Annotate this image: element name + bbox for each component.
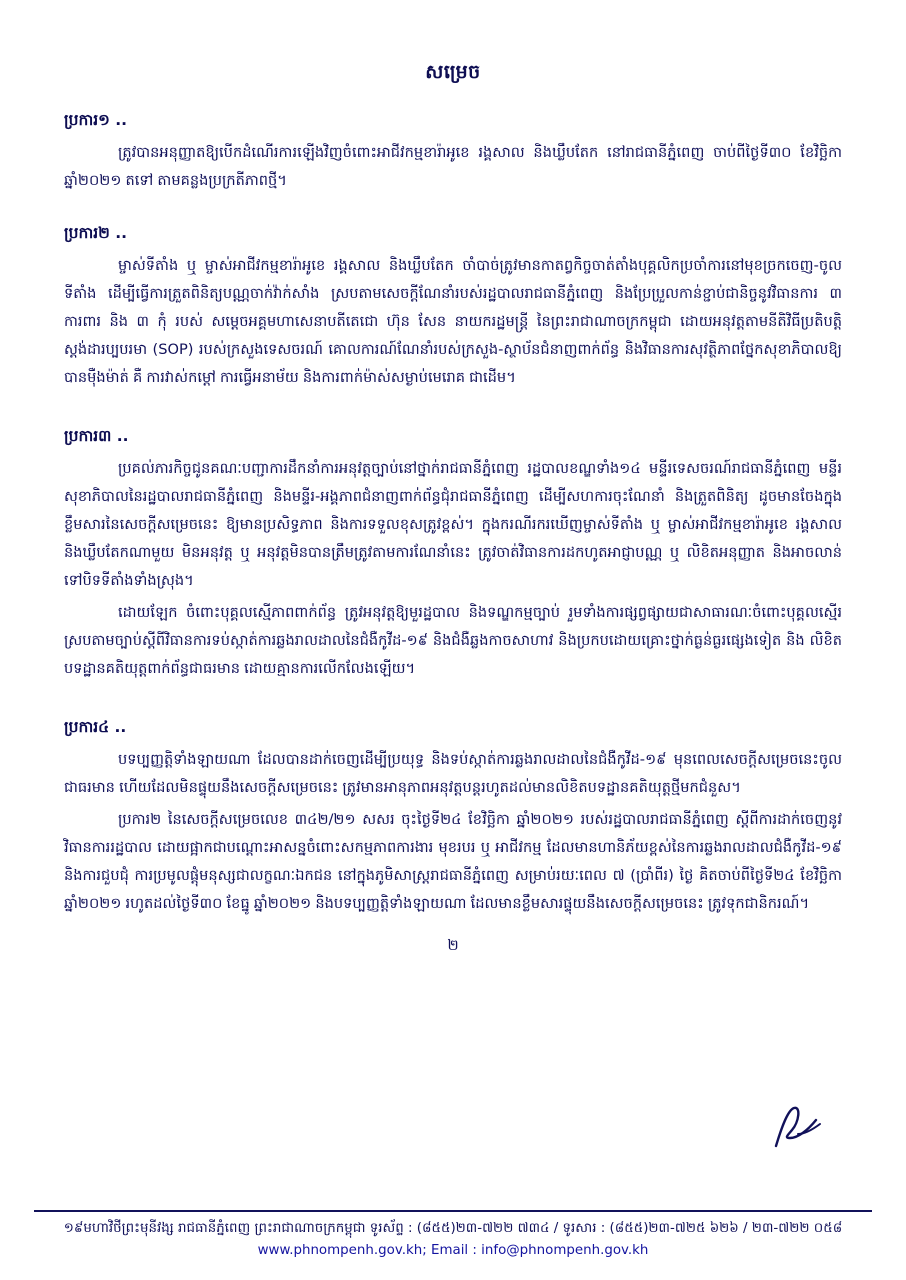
article-heading-1: ប្រការ១ ..: [64, 111, 128, 129]
article-heading-2: ប្រការ២ ..: [64, 224, 128, 243]
footer-divider: [34, 1210, 872, 1212]
article-4-paragraph-2: ប្រការ២ នៃសេចក្ដីសម្រេចលេខ ៣៤២/២១ សសរ ចុះថ្ងៃទី២៤ ខែវិច្ឆិកា ឆ្នាំ២០២១ របស់រដ្ឋបាលរាជធានីភ្នំពេញ ស្ដីពីការដាក់ចេញនូវវិធានការរដ្ឋបាល ដោយផ្អាកជាបណ្ដោះអាសន្នចំពោះសកម្មភាពការងារ មុខរបរ ឬ អាជីវកម្ម ដែលមានហានិភ័យខ្ពស់នៃការឆ្លងរាលដាលជំងឺកូវីដ-១៩ និងការជួបជុំ ការប្រមូលផ្ដុំមនុស្សជាលក្ខណៈឯកជន នៅក្នុងភូមិសាស្ត្ររាជធានីភ្នំពេញ សម្រាប់រយៈពេល ៧ (ប្រាំពីរ) ថ្ងៃ គិតចាប់ពីថ្ងៃទី២៤ ខែវិច្ឆិកា ឆ្នាំ២០២១ រហូតដល់ថ្ងៃទី៣០ ខែធ្នូ ឆ្នាំ២០២១ និងបទប្បញ្ញត្តិទាំងឡាយណា ដែលមានខ្លឹមសារផ្ទុយនឹងសេចក្ដីសម្រេចនេះ ត្រូវទុកជានិករណ៍។: [64, 811, 842, 913]
article-3-paragraph-1: ប្រគល់ភារកិច្ចជូនគណៈបញ្ជាការដឹកនាំការអនុវត្តច្បាប់នៅថ្នាក់រាជធានីភ្នំពេញ រដ្ឋបាលខណ្ឌទាំង១៤ មន្ទីរទេសចរណ៍រាជធានីភ្នំពេញ មន្ទីរសុខាភិបាលនៃរដ្ឋបាលរាជធានីភ្នំពេញ និងមន្ទីរ-អង្គភាពជំនាញពាក់ព័ន្ធជុំរាជធានីភ្នំពេញ ដើម្បីសហការចុះណែនាំ និងត្រួតពិនិត្យ ដូចមានចែងក្នុងខ្លឹមសារនៃសេចក្ដីសម្រេចនេះ ឱ្យមានប្រសិទ្ធភាព និងការទទួលខុសត្រូវខ្ពស់។ ក្នុងករណីរករឃើញម្ចាស់ទីតាំង ឬ ម្ចាស់អាជីវកម្មខារ៉ាអូខេ រង្គសាល និងឃ្លឹបតែកណាមួយ មិនអនុវត្ត ឬ អនុវត្តមិនបានត្រឹមត្រូវតាមការណែនាំនេះ ត្រូវចាត់វិធានការដកហូតអាជ្ញាបណ្ណ ឬ លិខិតអនុញ្ញាត និងអាចលាន់ទៅបិទទីតាំងទាំងស្រុង។: [64, 460, 842, 590]
footer-web-email: www.phnompenh.gov.kh; Email : info@phnompenh.gov.kh: [257, 1242, 649, 1258]
signature-mark: [768, 1100, 828, 1152]
article-heading-4: ប្រការ៤ ..: [64, 718, 127, 737]
page-footer: [0, 1210, 906, 1262]
article-heading-3: ប្រការ៣ ..: [64, 427, 129, 446]
page-title: សម្រេច: [425, 61, 481, 83]
article-1-paragraph-1: ត្រូវបានអនុញ្ញាតឱ្យបើកដំណើរការឡើងវិញចំពោះអាជីវកម្មខារ៉ាអូខេ រង្គសាល និងឃ្លឹបតែក នៅរាជធានីភ្នំពេញ ចាប់ពីថ្ងៃទី៣០ ខែវិច្ឆិកា ឆ្នាំ២០២១ តទៅ តាមគន្លងប្រក្រតីភាពថ្មី។: [64, 144, 842, 190]
article-4-paragraph-1: បទប្បញ្ញត្តិទាំងឡាយណា ដែលបានដាក់ចេញដើម្បីប្រយុទ្ធ និងទប់ស្កាត់ការឆ្លងរាលដាលនៃជំងឺកូវីដ-១៩ មុនពេលសេចក្ដីសម្រេចនេះចូលជាធរមាន ហើយដែលមិនផ្ទុយនឹងសេចក្ដីសម្រេចនេះ ត្រូវមានអានុភាពអនុវត្តបន្តរហូតដល់មានលិខិតបទដ្ឋានគតិយុត្តថ្មីមកជំនួស។: [64, 751, 842, 797]
page-number: ២: [447, 936, 459, 955]
article-3-paragraph-2: ដោយឡែក ចំពោះបុគ្គលស្មើភាពពាក់ព័ន្ធ ត្រូវអនុវត្តឱ្យមួរដ្ឋបាល និងទណ្ឌកម្មច្បាប់ រួមទាំងការផ្សព្វផ្សាយជាសាធារណៈចំពោះបុគ្គលស្មើរ ស្របតាមច្បាប់ស្ដីពីវិធានការទប់ស្កាត់ការឆ្លងរាលដាលនៃជំងឺកូវីដ-១៩ និងជំងឺឆ្លងកាចសាហាវ និងប្រកបដោយគ្រោះថ្នាក់ធ្ងន់ធ្ងរផ្សេងទៀត និង លិខិតបទដ្ឋានគតិយុត្តពាក់ព័ន្ធជាធរមាន ដោយគ្មានការលើកលែងឡើយ។: [64, 604, 842, 678]
footer-address: ១៩មហាវិថីព្រះមុនីវង្ស រាជធានីភ្នំពេញ ព្រះរាជាណាចក្រកម្ពុជា ទូរស័ព្ទ : (៨៥៥)២៣-៧២២ ៧៣៤ / ទូរសារ : (៨៥៥)២៣-៧២៥ ៦២៦ / ២៣-៧២២ ០៥៨: [63, 1220, 843, 1236]
article-2-paragraph-1: ម្ចាស់ទីតាំង ឬ ម្ចាស់អាជីវកម្មខារ៉ាអូខេ រង្គសាល និងឃ្លឹបតែក ចាំបាច់ត្រូវមានកាតព្វកិច្ចចាត់តាំងបុគ្គលិកប្រចាំការនៅមុខច្រកចេញ-ចូលទីតាំង ដើម្បីធ្វើការត្រួតពិនិត្យបណ្ណចាក់វ៉ាក់សាំង ស្របតាមសេចក្ដីណែនាំរបស់រដ្ឋបាលរាជធានីភ្នំពេញ និងប្រែប្រួលកាន់ខ្ជាប់ជានិច្ចនូវវិធានការ ៣ ការពារ និង ៣ កុំ របស់ សម្ដេចអគ្គមហាសេនាបតីតេជោ ហ៊ុន សែន នាយករដ្ឋមន្ត្រី នៃព្រះរាជាណាចក្រកម្ពុជា ដោយអនុវត្តតាមនីតិវិធីប្រតិបត្តិស្ដង់ដារប្បបរមា (SOP) របស់ក្រសួងទេសចរណ៍ គោលការណ៍ណែនាំរបស់ក្រសួង-ស្ថាប័នជំនាញពាក់ព័ន្ធ និងវិធានការសុវត្ថិភាពថ្នែកសុខាភិបាលឱ្យបានម៉ឺងម៉ាត់ គឺ ការវាស់កម្ដៅ ការធ្វើអនាម័យ និងការពាក់ម៉ាស់សម្ងាប់មេរោគ ជាដើម។: [64, 257, 842, 387]
